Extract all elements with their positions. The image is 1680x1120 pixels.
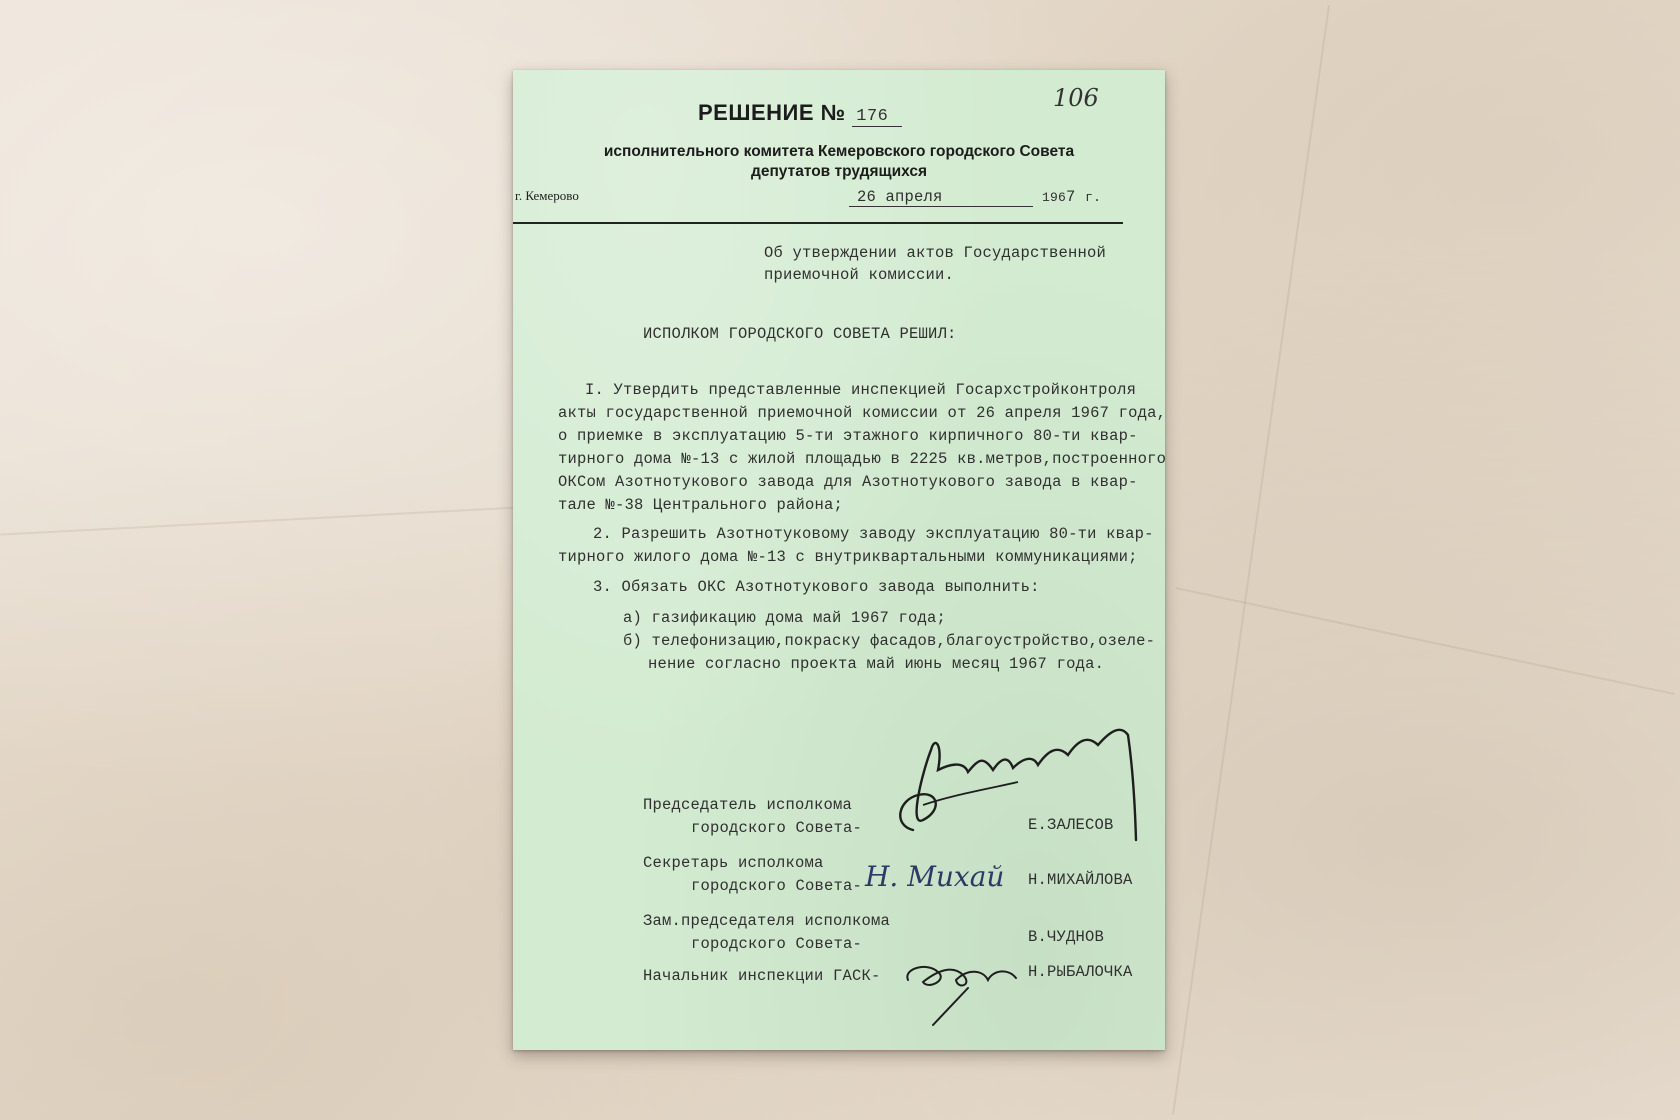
signatory-name: Н.РЫБАЛОЧКА [1028,963,1133,981]
body-line: 3. Обязать ОКС Азотнотукового завода выполнить: [593,578,1040,596]
signatory-title: Председатель исполкома [643,796,853,814]
paper-crease [1175,587,1674,695]
city-label: г. Кемерово [515,188,579,203]
document-date-year-prefix: 196 [1042,190,1067,205]
signatory-title: городского Совета- [691,935,863,953]
body-line: тирного жилого дома №-13 с внутриквартальными коммуникациями; [558,548,1138,566]
body-line: I. Утвердить представленные инспекцией Госархстройконтроля [585,381,1137,399]
document-title-label: РЕШЕНИЕ № [698,100,846,125]
body-line: тирного дома №-13 с жилой площадью в 2225 кв.метров,построенного [558,450,1167,468]
document-sheet [513,70,1165,1050]
issuing-body-line-2: депутатов трудящихся [750,163,927,180]
decision-heading: ИСПОЛКОМ ГОРОДСКОГО СОВЕТА РЕШИЛ: [643,325,957,343]
header-divider [513,222,1123,224]
document-date-year-suffix: г. [1085,190,1102,205]
issuing-body-line-1: исполнительного комитета Кемеровского городского Совета [603,143,1075,160]
signatory-title: Начальник инспекции ГАСК- [643,967,881,985]
signatory-title: Зам.председателя исполкома [643,912,891,930]
document-title [698,100,902,127]
signature-rybalochka [898,950,1038,1030]
body-line: а) газификацию дома май 1967 года; [623,609,947,627]
body-line: ОКСом Азотнотукового завода для Азотнотукового завода в квар- [558,473,1138,491]
signatory-title: Секретарь исполкома [643,854,824,872]
signatory-name: В.ЧУДНОВ [1028,928,1105,946]
body-line: 2. Разрешить Азотнотуковому заводу эксплуатацию 80-ти квар- [593,525,1154,543]
subject-line-1: Об утверждении актов Государственной [764,244,1107,262]
issuing-body [559,142,1119,182]
signatory-title: городского Совета- [691,819,863,837]
signatory-title: городского Совета- [691,877,863,895]
subject-line-2: приемочной комиссии. [764,266,955,284]
body-line: тале №-38 Центрального района; [558,496,844,514]
archive-page-mark: 106 [1053,84,1099,112]
signatory-name: Е.ЗАЛЕСОВ [1028,816,1114,834]
paper-crease [1172,5,1330,1114]
body-line: акты государственной приемочной комиссии от 26 апреля 1967 года, [558,404,1167,422]
body-line: б) телефонизацию,покраску фасадов,благоустройство,озеле- [623,632,1156,650]
document-number: 176 [852,107,902,127]
document-date-year-digit: 7 [1066,188,1076,206]
document-date-day-month: 26 апреля [849,188,1033,207]
signatory-name: Н.МИХАЙЛОВА [1028,871,1133,889]
handwritten-signature-mikhailova: Н. Михай [865,860,1005,893]
body-line: о приемке в эксплуатацию 5-ти этажного кирпичного 80-ти квар- [558,427,1138,445]
document-date [849,188,1101,207]
body-line: нение согласно проекта май июнь месяц 1967 года. [648,655,1105,673]
paper-crease [0,506,519,535]
